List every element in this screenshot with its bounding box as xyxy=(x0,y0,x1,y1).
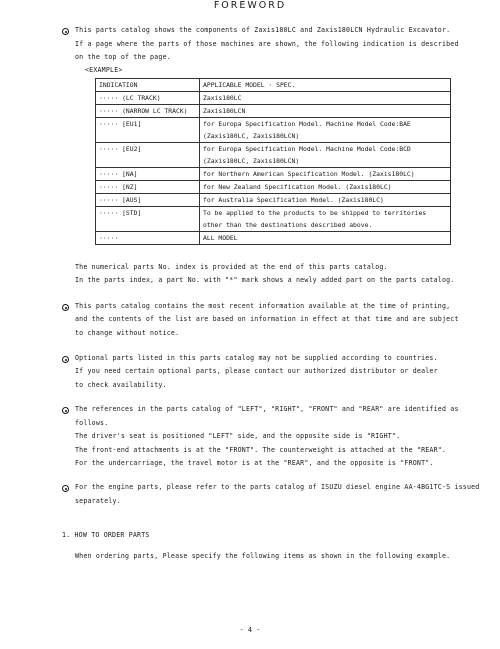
bullet-icon xyxy=(62,356,69,363)
page-number: - 4 - xyxy=(239,626,261,634)
recent-info-line: and the contents of the list are based on information in effect at that time and are subject xyxy=(75,315,459,323)
table-row-continued xyxy=(96,155,451,168)
table-header-row xyxy=(96,79,451,92)
table-row xyxy=(96,207,451,220)
table-cell-indication: ····· (LC TRACK) xyxy=(96,92,200,105)
optional-parts-line: If you need certain optional parts, please contact our authorized distributor or dealer xyxy=(75,367,438,375)
table-cell-indication: ····· (NARROW LC TRACK) xyxy=(96,105,200,118)
intro-line: This parts catalog shows the components of Zaxis180LC and Zaxis180LCN Hydraulic Excavator. xyxy=(75,26,451,34)
table-cell-indication: ····· [EU1] xyxy=(96,118,200,131)
table-row xyxy=(96,181,451,194)
index-note-line: The numerical parts No. index is provided at the end of this parts catalog. xyxy=(75,263,388,271)
table-cell-model: Zaxis180LCN xyxy=(200,105,451,118)
table-cell-model: (Zaxis180LC, Zaxis180LCN) xyxy=(200,155,451,168)
table-cell-indication-blank xyxy=(96,155,200,168)
table-row xyxy=(96,194,451,207)
table-cell-indication: ····· xyxy=(96,232,200,245)
example-label: <EXAMPLE> xyxy=(85,66,123,74)
bullet-icon xyxy=(62,485,69,492)
references-line: follows. xyxy=(75,419,109,427)
table-row xyxy=(96,232,451,245)
table-row xyxy=(96,168,451,181)
table-cell-model: for Australia Specification Model. (Zaxis180LC) xyxy=(200,194,451,207)
table-cell-model: (Zaxis180LC, Zaxis180LCN) xyxy=(200,130,451,143)
intro-line: If a page where the parts of those machines are shown, the following indication is described xyxy=(75,40,459,48)
table-cell-indication: ····· [NZ] xyxy=(96,181,200,194)
table-header-model: APPLICABLE MODEL · SPEC. xyxy=(200,79,451,92)
engine-parts-line: separately. xyxy=(75,497,121,505)
table-cell-indication: ····· [NA] xyxy=(96,168,200,181)
section-heading: 1. HOW TO ORDER PARTS xyxy=(62,531,150,539)
table-cell-model: To be applied to the products to be shipped to territories xyxy=(200,207,451,220)
bullet-icon xyxy=(62,304,69,311)
bullet-icon xyxy=(62,407,69,414)
table-row-continued xyxy=(96,130,451,143)
references-line: The references in the parts catalog of "LEFT", "RIGHT", "FRONT" and "REAR" are identified as xyxy=(75,405,459,413)
index-note-line: In the parts index, a part No. with "*" mark shows a newly added part on the parts catalog. xyxy=(75,276,455,284)
references-line: The driver's seat is positioned "LEFT" side, and the opposite side is "RIGHT". xyxy=(75,432,401,440)
references-line: For the undercarriage, the travel motor is at the "REAR", and the opposite is "FRONT". xyxy=(75,459,434,467)
table-row xyxy=(96,118,451,131)
table-cell-model: for Northern American Specification Model. (Zaxis180LC) xyxy=(200,168,451,181)
table-cell-indication-blank xyxy=(96,130,200,143)
intro-line: on the top of the page. xyxy=(75,53,171,61)
table-cell-model: Zaxis180LC xyxy=(200,92,451,105)
table-row xyxy=(96,143,451,156)
recent-info-line: to change without notice. xyxy=(75,329,180,337)
example-table xyxy=(95,78,451,245)
section-text: When ordering parts, Please specify the following items as shown in the following example. xyxy=(75,552,451,560)
table-cell-indication-blank xyxy=(96,219,200,232)
table-cell-model: ALL MODEL xyxy=(200,232,451,245)
optional-parts-line: Optional parts listed in this parts catalog may not be supplied according to countries. xyxy=(75,354,438,362)
table-cell-indication: ····· [AUS] xyxy=(96,194,200,207)
table-cell-model: other than the destinations described above. xyxy=(200,219,451,232)
bullet-icon xyxy=(62,28,69,35)
table-row xyxy=(96,105,451,118)
references-line: The front-end attachments is at the "FRONT". The counterweight is attached at the "REAR". xyxy=(75,446,447,454)
table-header-indication: INDICATION xyxy=(96,79,200,92)
table-row xyxy=(96,92,451,105)
page-title: FOREWORD xyxy=(213,0,287,11)
table-cell-indication: ····· [STD] xyxy=(96,207,200,220)
table-cell-indication: ····· [EU2] xyxy=(96,143,200,156)
table-cell-model: for New Zealand Specification Model. (Zaxis180LC) xyxy=(200,181,451,194)
table-cell-model: for Europa Specification Model. Machine Model Code:BAE xyxy=(200,118,451,131)
recent-info-line: This parts catalog contains the most recent information available at the time of printing, xyxy=(75,302,451,310)
optional-parts-line: to check availability. xyxy=(75,381,167,389)
table-row-continued xyxy=(96,219,451,232)
table-cell-model: for Europa Specification Model. Machine Model Code:BCD xyxy=(200,143,451,156)
engine-parts-line: For the engine parts, please refer to the parts catalog of ISUZU diesel engine AA-4BG1TC-S issued xyxy=(75,483,480,491)
